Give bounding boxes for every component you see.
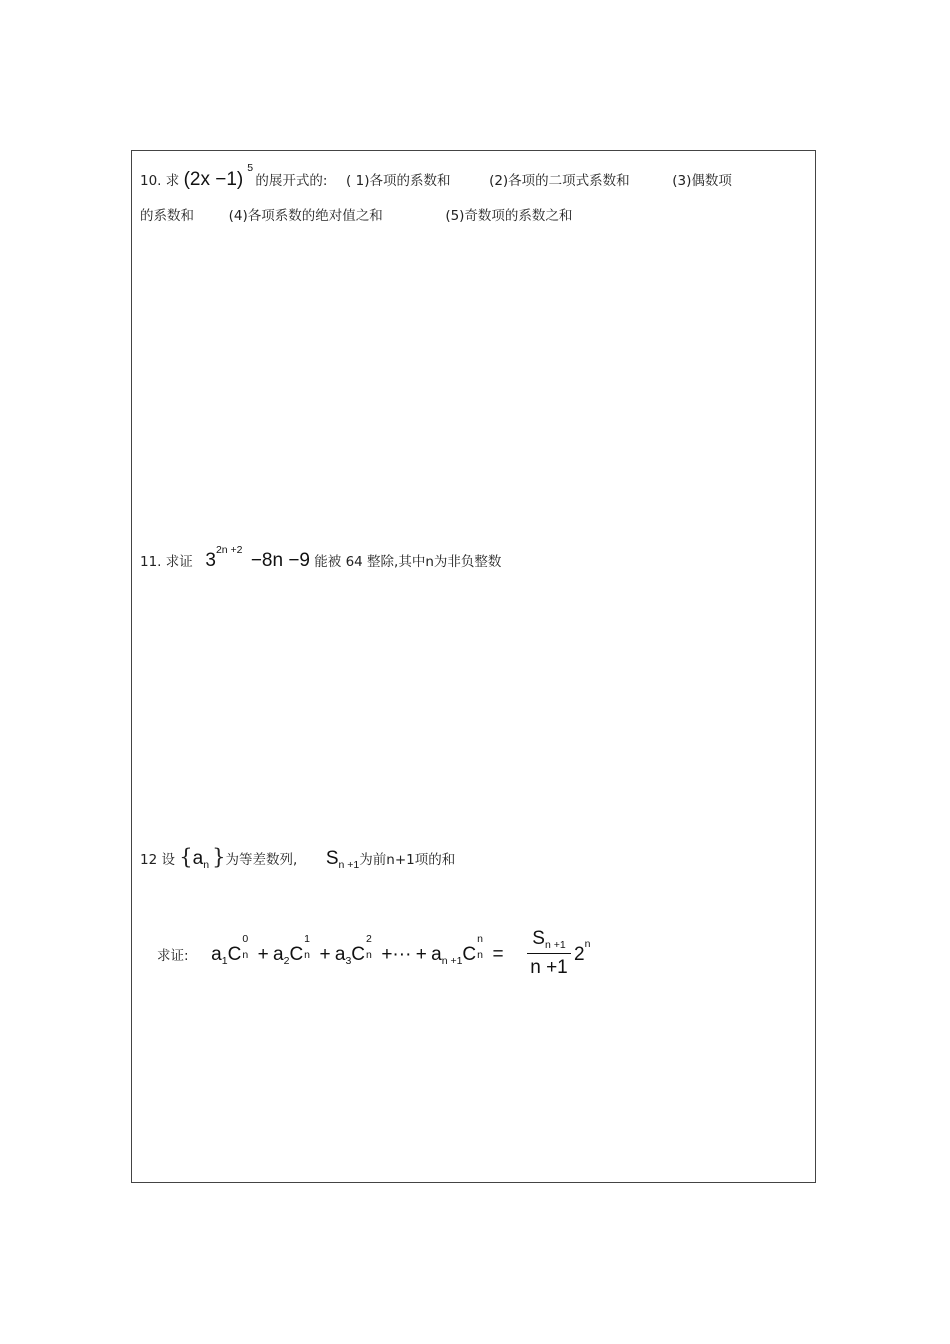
q12-number: 12 [140, 852, 158, 868]
q12-fraction [527, 928, 571, 979]
q12-fraction-numerator [527, 928, 571, 950]
q12-termn-C: C [462, 944, 477, 965]
q12-term3-C: C [351, 944, 366, 965]
q10-ask: 求 [165, 173, 180, 189]
q10-part2: (2)各项的二项式系数和 [489, 173, 630, 189]
q11-exponent: 2n +2 [215, 544, 243, 556]
q10-number: 10. [140, 173, 162, 189]
q12-proof-line [157, 933, 504, 967]
q12-fraction-S-sub: n +1 [544, 939, 566, 951]
q12-ellipsis: +··· [381, 944, 412, 965]
question-box [131, 150, 816, 1183]
q12-term2-C: C [289, 944, 304, 965]
q12-term3-C-sub: n [366, 949, 372, 961]
q12-S-subscript: n +1 [338, 859, 360, 871]
q11-ask: 求证 [165, 554, 193, 570]
q12-two-exponent: n [584, 938, 591, 950]
q10-part1: ( 1)各项的系数和 [346, 173, 451, 189]
q12-plus2: + [319, 944, 331, 965]
q12-term2-a-sub: 2 [283, 955, 290, 967]
q12-term3-a: a [334, 944, 346, 965]
q10-expression-base: (2x −1) [183, 169, 244, 190]
q12-term2-C-sup: 1 [304, 933, 311, 945]
q12-termn-a: a [431, 944, 442, 965]
q12-fraction-denominator: n +1 [530, 957, 568, 979]
q11-base: 3 [205, 550, 216, 571]
q10-line1 [140, 162, 732, 190]
q12-termn-C-sub: n [477, 949, 483, 961]
q12-term3-C-sup: 2 [366, 933, 372, 945]
q12-termn-a-sub: n +1 [441, 955, 463, 967]
q12-brace-close: } [212, 845, 226, 869]
q12-ask: 设 [161, 852, 175, 868]
q12-plus1: + [257, 944, 269, 965]
q12-two: 2 [574, 944, 585, 965]
q12-term2-C-sub: n [304, 949, 311, 961]
q12-term2-a: a [273, 944, 284, 965]
q10-part4: (4)各项系数的绝对值之和 [228, 208, 383, 224]
q12-brace-open: { [179, 845, 193, 869]
q12-equals: = [492, 944, 504, 965]
q10-part5: (5)奇数项的系数之和 [445, 208, 573, 224]
q12-a-subscript: n [203, 859, 210, 871]
q12-term1-C-sub: n [242, 949, 249, 961]
q12-S: S [325, 848, 339, 869]
q11-line [140, 544, 502, 571]
q10-part3b: 的系数和 [140, 208, 194, 224]
q12-text2: 为前n+1项的和 [359, 852, 456, 868]
q12-a: a [192, 848, 204, 869]
q12-power-of-two [574, 938, 591, 965]
q12-prove-label: 求证: [157, 948, 189, 964]
q12-term1-C: C [227, 944, 242, 965]
q10-suffix: 的展开式的: [255, 173, 328, 189]
q12-term1-a-sub: 1 [221, 955, 228, 967]
q12-text1: 为等差数列, [225, 852, 298, 868]
q12-term1-a: a [211, 944, 222, 965]
q12-term3-a-sub: 3 [345, 955, 352, 967]
q11-text: 能被 64 整除,其中n为非负整数 [314, 554, 502, 570]
q12-fraction-bar [527, 953, 571, 954]
q10-part3a: (3)偶数项 [672, 173, 732, 189]
q11-rest: −8n −9 [250, 550, 310, 571]
q11-number: 11. [140, 554, 162, 570]
q12-fraction-S: S [532, 928, 545, 949]
q12-term1-C-sup: 0 [242, 933, 249, 945]
q10-line2 [140, 210, 572, 224]
q12-termn-C-sup: n [477, 933, 483, 945]
q10-expression-exponent: 5 [247, 162, 254, 174]
q12-plus3: + [415, 944, 427, 965]
q12-line1 [140, 845, 456, 871]
